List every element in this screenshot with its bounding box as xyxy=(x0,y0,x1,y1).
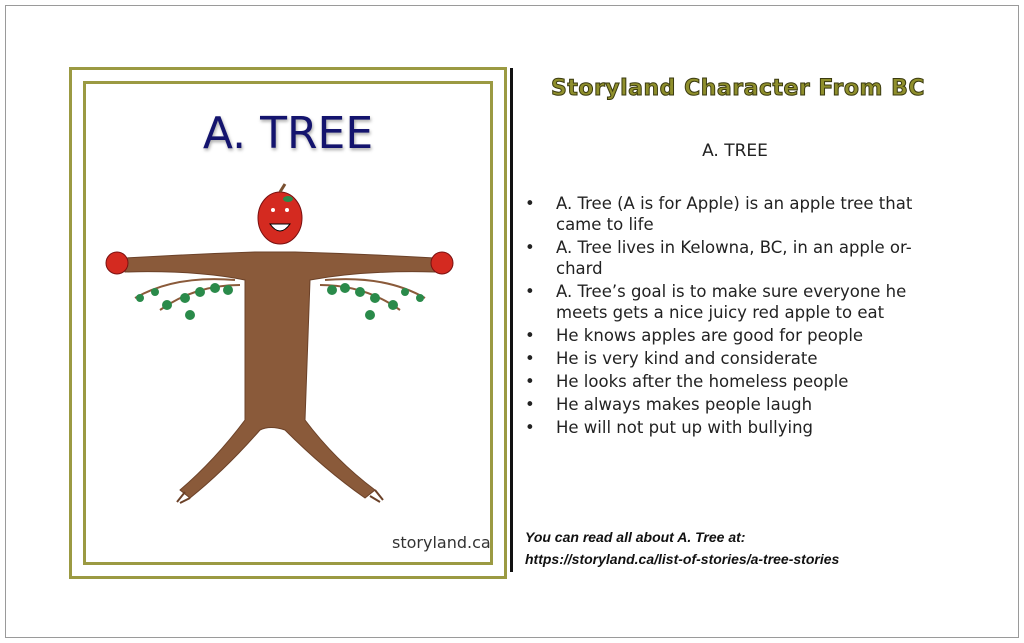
fact-item: • He will not put up with bullying xyxy=(525,417,945,438)
vertical-divider xyxy=(510,68,513,572)
footer-note xyxy=(525,526,839,570)
fact-item: • He looks after the homeless people xyxy=(525,371,945,392)
fact-item: • A. Tree’s goal is to make sure everyone he meets gets a nice juicy red apple to eat xyxy=(525,281,945,323)
character-name: A. TREE xyxy=(702,141,768,161)
info-heading: Storyland Character From BC xyxy=(550,76,926,101)
fact-item: • He always makes people laugh xyxy=(525,394,945,415)
fact-item: • A. Tree (A is for Apple) is an apple tree that came to life xyxy=(525,193,945,235)
fact-item: • He is very kind and considerate xyxy=(525,348,945,369)
facts-list xyxy=(525,193,945,440)
fact-item: • He knows apples are good for people xyxy=(525,325,945,346)
card-website: storyland.ca xyxy=(392,533,491,552)
tree-character-illustration xyxy=(95,180,475,510)
footer-line: You can read all about A. Tree at: xyxy=(525,529,746,545)
card-title: A. TREE xyxy=(202,108,374,159)
fact-item: • A. Tree lives in Kelowna, BC, in an apple or-chard xyxy=(525,237,945,279)
story-link[interactable]: https://storyland.ca/list-of-stories/a-tree-stories xyxy=(525,551,840,567)
